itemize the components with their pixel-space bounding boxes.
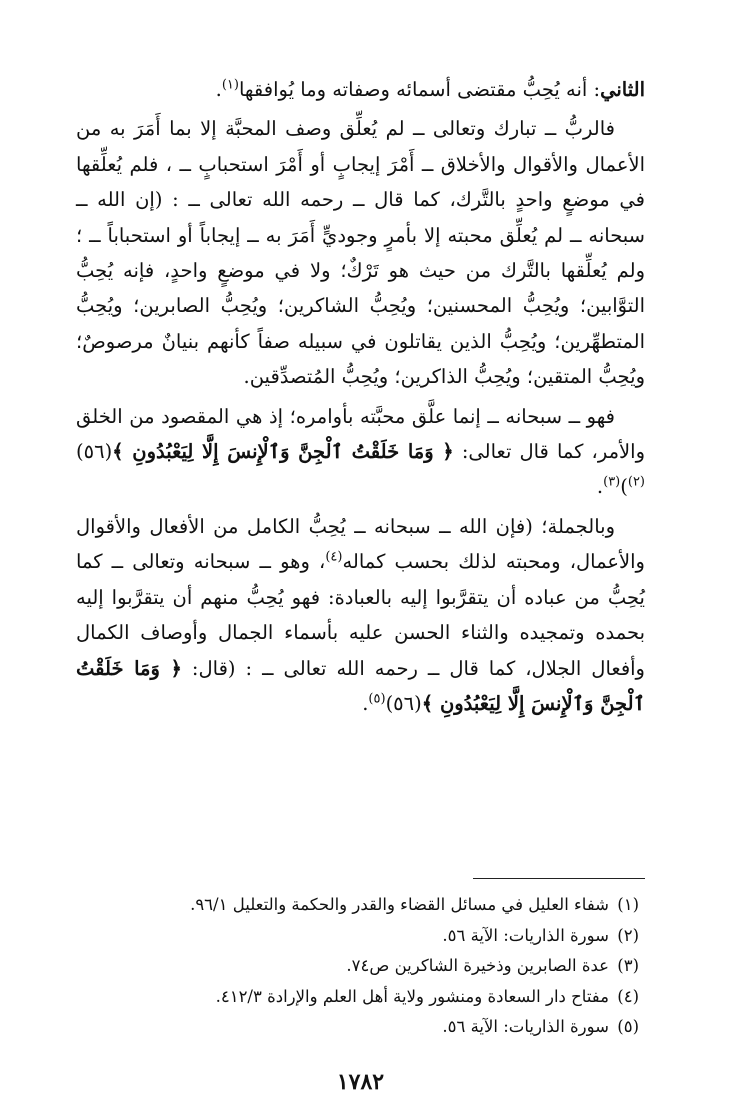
footnote-text: سورة الذاريات: الآية ٥٦. xyxy=(442,925,609,945)
footnote-ref-1[interactable]: (١) xyxy=(221,77,239,93)
footnote-item xyxy=(76,982,645,1013)
footnote-text: مفتاح دار السعادة ومنشور ولاية أهل العلم والإرادة ٤١٢/٣. xyxy=(215,986,609,1006)
footnote-item xyxy=(76,1012,645,1043)
ayah-number-2: (٥٦) xyxy=(385,691,422,715)
footnote-number: (٥) xyxy=(617,1017,639,1036)
footnote-divider xyxy=(473,878,645,879)
footnote-text: عدة الصابرين وذخيرة الشاكرين ص٧٤. xyxy=(346,956,609,975)
paragraph-2 xyxy=(76,111,645,394)
paragraph-4-text: وبالجملة؛ (فإن الله ــ سبحانه ــ يُحِبُّ الكامل من الأفعال والأقوال والأعمال، ومحبته لذلك بحسب كماله xyxy=(76,514,645,574)
footnote-ref-3[interactable]: (٣) xyxy=(603,474,621,490)
ayah-number-1: (٥٦) xyxy=(76,440,113,464)
footnote-number: (٣) xyxy=(617,956,639,975)
paragraph-3-close: ) xyxy=(620,475,628,499)
footnotes xyxy=(76,890,645,1043)
footnote-ref-5[interactable]: (٥) xyxy=(368,691,386,707)
footnote-item xyxy=(76,951,645,982)
paragraph-1-end: . xyxy=(215,78,222,101)
footnote-ref-2[interactable]: (٢) xyxy=(627,474,645,490)
footnote-item xyxy=(76,890,645,921)
footnote-ref-4[interactable]: (٤) xyxy=(325,549,343,565)
page xyxy=(76,72,645,1095)
paragraph-3 xyxy=(76,399,645,505)
paragraph-4-text-2: ، وهو ــ سبحانه وتعالى ــ كما يُحِبُّ من عباده أن يتقرَّبوا إليه بالعبادة: فهو يُحِبُّ منهم أن يتقرَّبوا إليه بحمده وتمجيده والثناء الحسن عليه بأسماء الجمال وأوصاف الكمال وأفعال الجلال، كما قال ــ رحمه الله تعالى ــ : (قال: xyxy=(76,550,645,680)
footnote-number: (٤) xyxy=(617,986,639,1006)
page-number: ١٧٨٢ xyxy=(336,1069,385,1095)
footnote-number: (١) xyxy=(617,895,639,914)
section-heading: الثاني xyxy=(600,78,645,101)
paragraph-3-end: . xyxy=(596,475,604,499)
main-text xyxy=(76,72,645,721)
paragraph-4-end: . xyxy=(362,691,369,715)
quran-verse-1: ﴿ وَمَا خَلَقْتُ ٱلْجِنَّ وَٱلْإِنسَ إِلَّا لِيَعْبُدُونِ ﴾ xyxy=(112,440,454,464)
footnote-text: سورة الذاريات: الآية ٥٦. xyxy=(442,1017,609,1036)
footnote-number: (٢) xyxy=(617,925,639,945)
paragraph-3-text: فهو ــ سبحانه ــ إنما علَّق محبَّته بأوامره؛ إذ هي المقصود من الخلق والأمر، كما قال تعالى: xyxy=(76,404,645,464)
paragraph-1-text: : أنه يُحِبُّ مقتضى أسمائه وصفاته وما يُوافقها xyxy=(238,78,601,101)
quran-verse-2: ﴿ وَمَا خَلَقْتُ ٱلْجِنَّ وَٱلْإِنسَ إِلَّا لِيَعْبُدُونِ ﴾ xyxy=(76,656,645,715)
paragraph-4 xyxy=(76,509,645,721)
paragraph-1 xyxy=(76,72,645,107)
footnote-item xyxy=(76,921,645,952)
paragraph-2-text: فالربُّ ــ تبارك وتعالى ــ لم يُعلِّق وصف المحبَّة إلا بما أَمَرَ به من الأعمال والأقوال والأخلاق ــ أَمْرَ إيجابٍ أو أَمْرَ استحبابٍ ــ ، فلم يُعلِّقها في موضعٍ واحدٍ بالتَّرك، كما قال ــ رحمه الله تعالى ــ : (إن الله ــ سبحانه ــ لم يُعلِّق محبته إلا بأمرٍ وجوديٍّ أَمَرَ به ــ إيجاباً أو استحباباً ــ ؛ ولم يُعلِّقها بالتَّرك من حيث هو تَرْكٌ؛ ولا في موضعٍ واحدٍ، فإنه يُحِبُّ التوَّابين؛ ويُحِبُّ المحسنين؛ ويُحِبُّ الشاكرين؛ ويُحِبُّ الصابرين؛ ويُحِبُّ المتطهِّرين؛ ويُحِبُّ الذين يقاتلون في سبيله صفاً كأنهم بنيانٌ مرصوصٌ؛ ويُحِبُّ المتقين؛ ويُحِبُّ الذاكرين؛ ويُحِبُّ المُتصدِّقين. xyxy=(76,117,645,389)
footnote-text: شفاء العليل في مسائل القضاء والقدر والحكمة والتعليل ٩٦/١. xyxy=(190,895,609,914)
